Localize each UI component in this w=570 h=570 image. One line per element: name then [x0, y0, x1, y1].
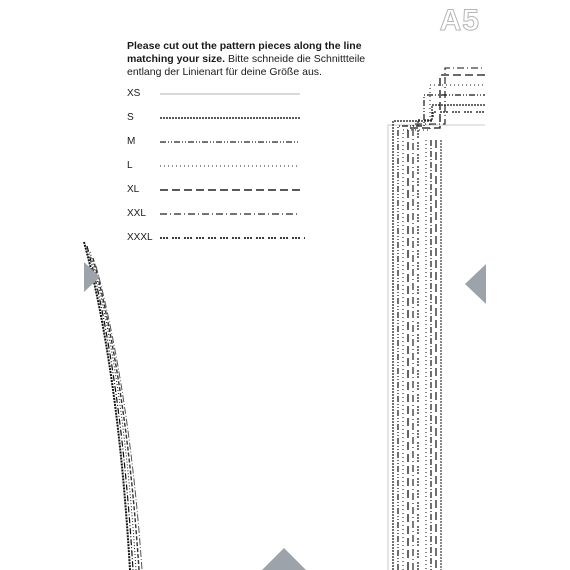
bottom-notch-triangle-icon: [262, 548, 306, 570]
page-label: A5: [439, 4, 480, 37]
right-rectangle-piece: [388, 68, 485, 570]
size-label: XL: [127, 184, 140, 195]
size-label: M: [127, 136, 136, 147]
size-label: S: [127, 112, 134, 123]
size-label: L: [127, 160, 133, 171]
instructions-german: Bitte schneide die Schnittteile entlang der Linienart für deine Größe aus.: [127, 53, 366, 78]
size-label: XXL: [127, 208, 146, 219]
left-notch-triangle-icon: [84, 262, 104, 292]
size-label: XS: [127, 88, 141, 99]
instructions-english: Please cut out the pattern pieces along the line matching your size.: [127, 40, 362, 65]
size-label: XXXL: [127, 232, 153, 243]
right-notch-triangle-icon: [465, 264, 486, 304]
